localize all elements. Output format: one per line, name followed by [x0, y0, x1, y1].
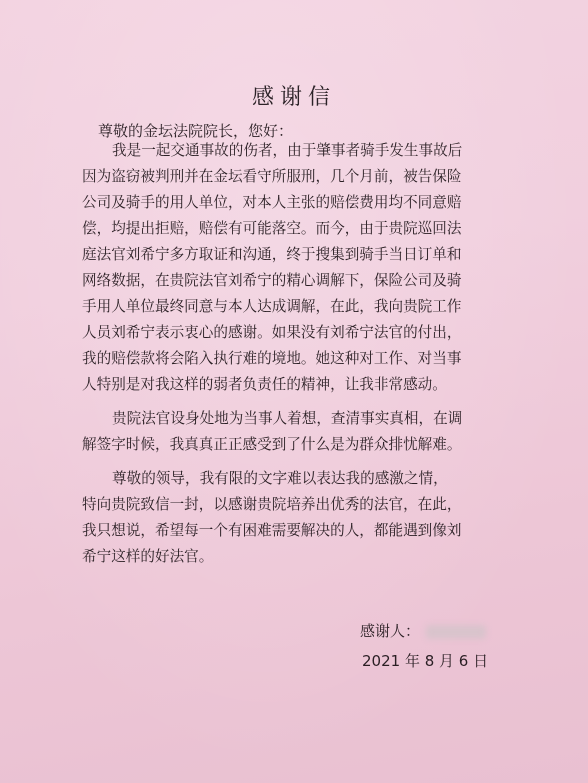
- salutation: 尊敬的金坛法院院长，您好：: [98, 122, 294, 140]
- paragraph-line: 我是一起交通事故的伤者，由于肇事者骑手发生事故后: [112, 142, 463, 159]
- paragraph-line: 网络数据，在贵院法官刘希宁的精心调解下，保险公司及骑: [82, 272, 462, 289]
- paragraph-line: 贵院法官设身处地为当事人着想，查清事实真相，在调: [112, 410, 463, 427]
- paragraph-line: 我的赔偿款将会陷入执行难的境地。她这种对工作、对当事: [82, 350, 462, 367]
- letter-date: 2021 年 8 月 6 日: [362, 652, 489, 670]
- signature: [360, 620, 486, 641]
- paragraph-line: 偿，均提出拒赔，赔偿有可能落空。而今，由于贵院巡回法: [82, 220, 462, 237]
- letter-title: 感谢信: [251, 85, 336, 110]
- paragraph-line: 庭法官刘希宁多方取证和沟通，终于搜集到骑手当日订单和: [82, 246, 462, 263]
- signature-label: 感谢人：: [360, 622, 421, 640]
- paragraph-line: 手用人单位最终同意与本人达成调解，在此，我向贵院工作: [82, 298, 462, 315]
- redacted-name: [426, 625, 486, 639]
- paragraph-line: 我只想说，希望每一个有困难需要解决的人，都能遇到像刘: [82, 522, 462, 539]
- letter-body: [82, 138, 512, 570]
- paragraph-line: 公司及骑手的用人单位，对本人主张的赔偿费用均不同意赔: [82, 194, 462, 211]
- paragraph-line: 人特别是对我这样的弱者负责任的精神，让我非常感动。: [82, 376, 447, 393]
- paragraph-line: 人员刘希宁表示衷心的感谢。如果没有刘希宁法官的付出，: [82, 324, 462, 341]
- paragraph-line: 尊敬的领导，我有限的文字难以表达我的感激之情，: [112, 470, 448, 487]
- paragraph-line: 特向贵院致信一封，以感谢贵院培养出优秀的法官，在此，: [82, 496, 462, 513]
- paragraph-line: 解签字时候，我真真正正感受到了什么是为群众排忧解难。: [82, 436, 462, 453]
- paragraph-line: 因为盗窃被判刑并在金坛看守所服刑，几个月前，被告保险: [82, 168, 462, 185]
- paragraph-line: 希宁这样的好法官。: [82, 548, 214, 565]
